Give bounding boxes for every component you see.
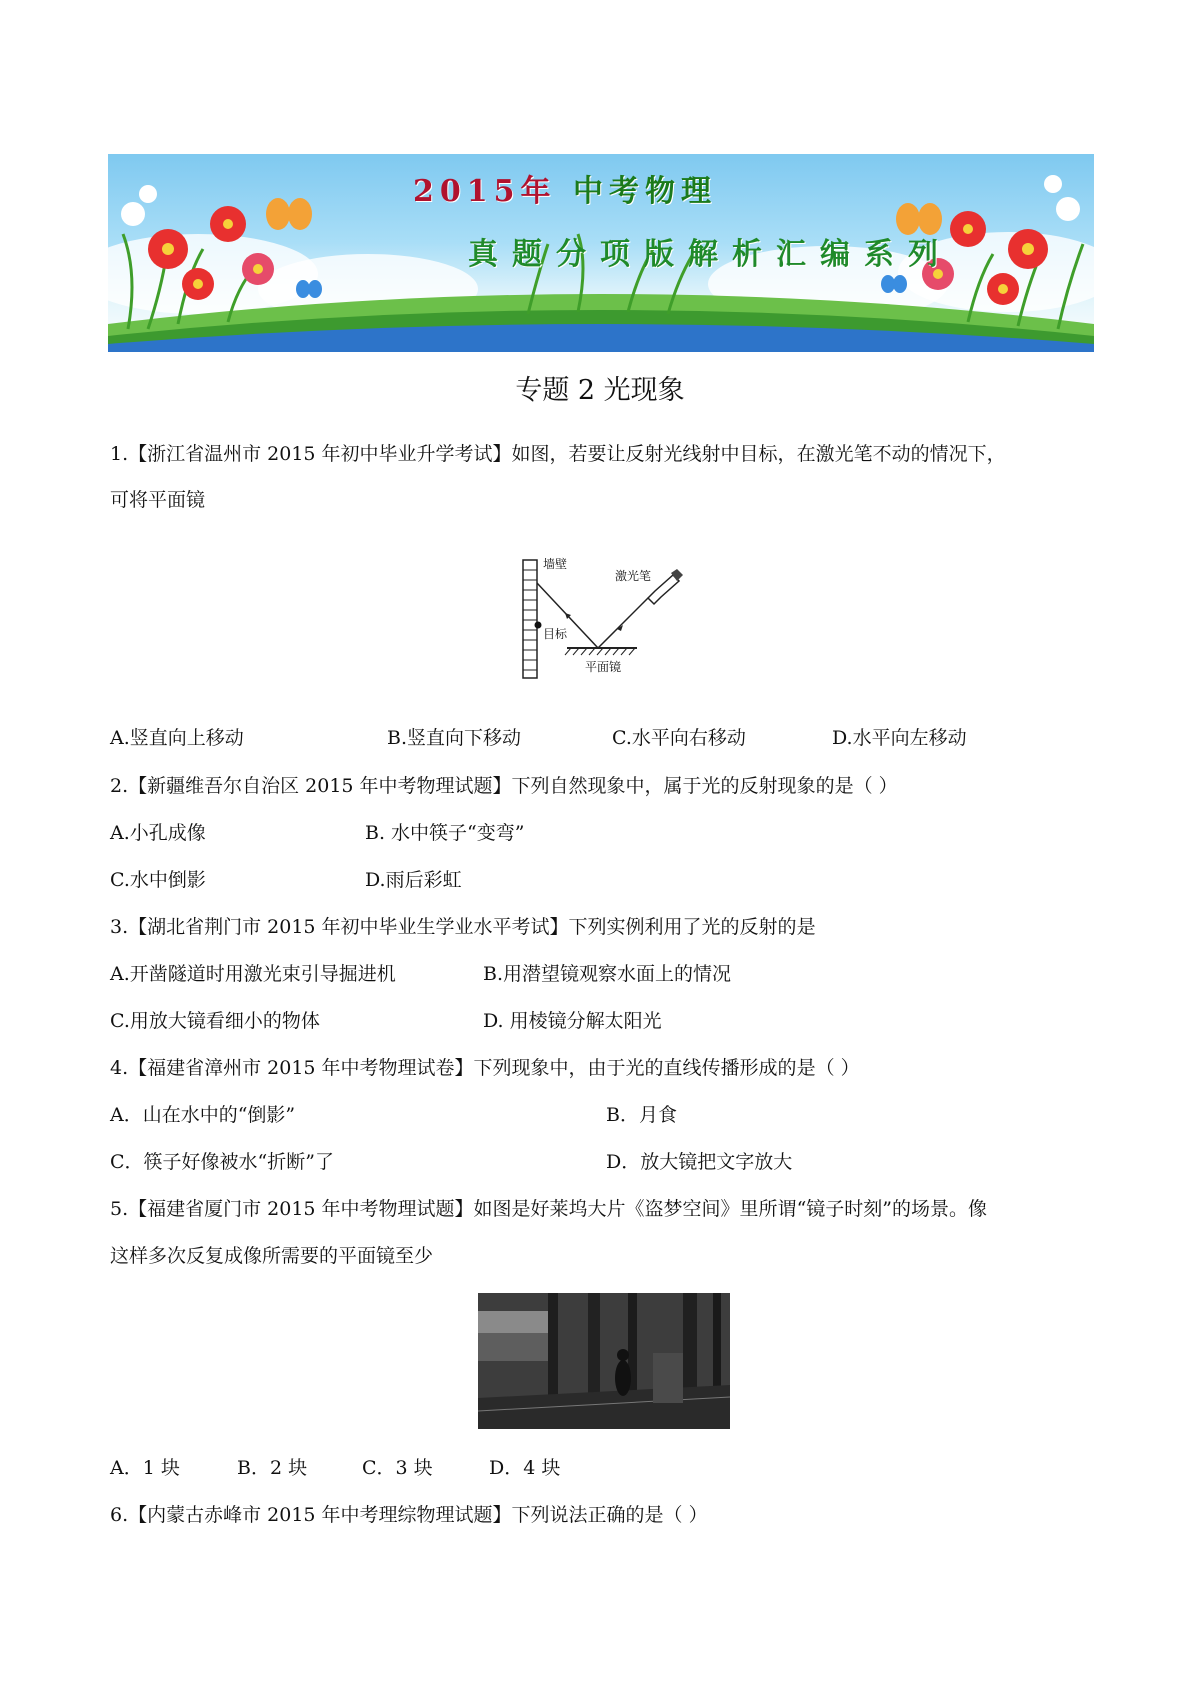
question-5-stem-line2: 这样多次反复成像所需要的平面镜至少: [110, 1245, 434, 1267]
question-2-option-c: C.水中倒影: [110, 869, 206, 891]
banner-title-text: 中考物理: [572, 174, 717, 209]
question-4-stem: 4.【福建省漳州市 2015 年中考物理试卷】下列现象中，由于光的直线传播形成的是（ ）: [110, 1057, 860, 1079]
banner-subtitle: 真题分项版解析汇编系列: [468, 237, 952, 272]
question-1-option-b: B.竖直向下移动: [387, 727, 522, 749]
question-4-option-b: B．月食: [606, 1104, 677, 1126]
question-5-option-c: C．3 块: [362, 1457, 433, 1479]
question-2-option-b: B. 水中筷子“变弯”: [365, 822, 525, 844]
banner-year: 2015年: [413, 174, 557, 209]
question-2-stem: 2.【新疆维吾尔自治区 2015 年中考物理试题】下列自然现象中，属于光的反射现象的是（ ）: [110, 775, 898, 797]
question-3-stem: 3.【湖北省荆门市 2015 年初中毕业生学业水平考试】下列实例利用了光的反射的是: [110, 916, 816, 938]
question-1-option-a: A.竖直向上移动: [110, 727, 244, 749]
question-4-option-d: D．放大镜把文字放大: [606, 1151, 793, 1173]
question-2-option-a: A.小孔成像: [110, 822, 206, 844]
question-1-option-c: C.水平向右移动: [612, 727, 746, 749]
question-5-option-a: A．1 块: [110, 1457, 180, 1479]
question-5-photo: [478, 1293, 730, 1429]
question-3-option-c: C.用放大镜看细小的物体: [110, 1010, 320, 1032]
question-5-option-b: B．2 块: [237, 1457, 308, 1479]
question-3-option-b: B.用潜望镜观察水面上的情况: [483, 963, 732, 985]
figure-label-target: 目标: [543, 627, 568, 641]
question-4-option-a: A．山在水中的“倒影”: [110, 1104, 296, 1126]
question-1-stem-line1: 1.【浙江省温州市 2015 年初中毕业升学考试】如图，若要让反射光线射中目标，在激光笔不动的情况下，: [110, 443, 1006, 465]
question-3-option-a: A.开凿隧道时用激光束引导掘进机: [110, 963, 396, 985]
question-2-option-d: D.雨后彩虹: [365, 869, 462, 891]
topic-title: 专题 2 光现象: [515, 375, 685, 406]
question-5-stem-line1: 5.【福建省厦门市 2015 年中考物理试题】如图是好莱坞大片《盗梦空间》里所谓“镜子时刻”的场景。像: [110, 1198, 987, 1220]
figure-label-mirror: 平面镜: [585, 660, 622, 674]
question-6-stem: 6.【内蒙古赤峰市 2015 年中考理综物理试题】下列说法正确的是（ ）: [110, 1504, 708, 1526]
question-1-figure: [505, 555, 695, 690]
inception-scene-image: [478, 1293, 730, 1429]
question-5-option-d: D．4 块: [489, 1457, 561, 1479]
header-banner: [108, 154, 1094, 352]
question-1-stem-line2: 可将平面镜: [110, 489, 206, 511]
question-4-option-c: C．筷子好像被水“折断”了: [110, 1151, 334, 1173]
figure-label-laser: 激光笔: [615, 569, 652, 583]
banner-title: [413, 166, 717, 210]
question-3-option-d: D. 用棱镜分解太阳光: [483, 1010, 662, 1032]
figure-label-wall: 墙壁: [543, 557, 568, 571]
question-1-option-d: D.水平向左移动: [832, 727, 967, 749]
